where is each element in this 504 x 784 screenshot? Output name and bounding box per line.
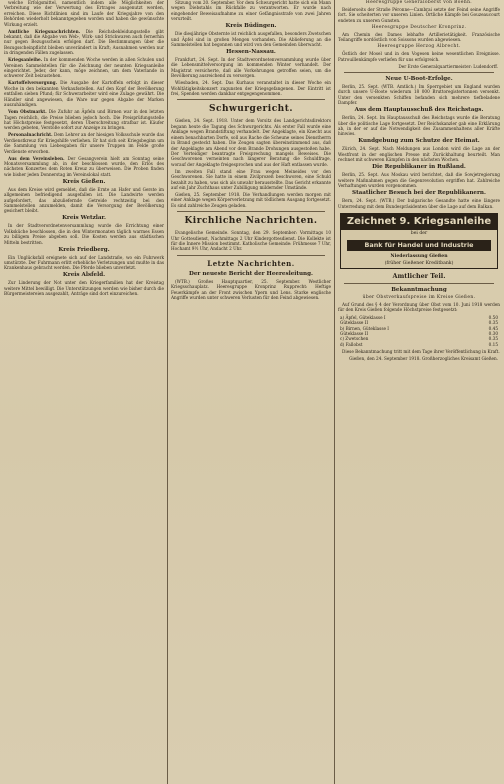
section-headline: Kirchliche Nachrichten. <box>184 216 318 227</box>
article-paragraph: Östlich der Mosel und in den Vogesen keine wesentlichen Ereignisse. Patrouillenkämpfe verliefen für uns erfolgreich. <box>338 51 500 62</box>
article-paragraph: (WTB.) Großes Hauptquartier, 25. September. Westlicher Kriegsschauplatz. Heeresgruppe Kronprinz Rupprecht: Heftige Feuerkämpfe an der Front zwischen Ypern und Lens. Starke englische Angriffe wurden unter schweren Verlusten für den Feind abgewiesen. <box>171 278 331 300</box>
paragraph-text: Der Gesangverein hielt am Sonntag seine Monatsversammlung ab, in der beschlossen wurde, den Erlös des nächsten Konzertes dem Roten Kreuz zu überweisen. Die Proben finden wie bisher jeden Donnerstag im Vereinslokal statt. <box>4 155 164 177</box>
section-heading: Kreis Büdingen. <box>225 23 277 30</box>
price-value: 0.50 <box>488 314 498 320</box>
article-paragraph: welche Erfolgsmittel, namentlich indem alle Möglichkeiten der Verbreitung wie der Verwertung des Ertrages ausgenutzt werden, erreichen. Diese Richtlinien sind im Laufe der Kriegsjahre von den Behörden wiederholt bekanntgegeben worden und haben die gewünschte Wirkung erzielt. <box>4 0 164 27</box>
article-paragraph: Beiderseits der Straße Péronne—Cambrai setzte der Feind seine Angriffe fort. Sie scheiterten vor unseren Linien. Örtliche Kämpfe bei Gouzeaucourt endeten zu unseren Gunsten. <box>338 7 500 23</box>
price-value: 0.15 <box>488 341 498 347</box>
ad-text: bei der <box>410 230 428 236</box>
paragraph-text: Die Reichsbekleidungsstelle gibt bekannt, daß die Abgabe von Web-, Wirk- und Strickwaren auch fernerhin nur gegen Bezugsschein erfolgen darf. Die Bestimmungen über die Bezugsscheinpflicht bleiben unverändert in Kraft; Ausnahmen werden nur in dringenden Fällen zugelassen. <box>4 28 164 56</box>
ad-note: (früher Gießener Kreditbank) <box>384 260 454 266</box>
article-paragraph: Ein Unglücksfall ereignete sich auf der Landstraße, wo ein Fuhrwerk umstürzte. Der Fuhrmann erlitt erhebliche Verletzungen und mußte in das Krankenhaus gebracht werden. Die Pferde blieben unverletzt. <box>4 254 164 271</box>
article-paragraph <box>4 132 164 154</box>
separator-rule <box>177 99 325 100</box>
ad-headline: Zeichnet 9. Kriegsanleihe <box>341 214 497 230</box>
war-bond-advertisement <box>340 213 498 269</box>
price-value: 0.35 <box>488 336 498 342</box>
paragraph-lead: Aus dem Vereinsleben. <box>8 155 65 161</box>
article-paragraph: Im zweiten Fall stand eine Frau wegen Meineides vor den Geschworenen. Sie hatte in einem Zivilprozeß beschworen, eine Schuld bezahlt zu haben, was sich als unwahr herausstellte. Das Gericht erkannte auf ein Jahr Zuchthaus unter Zubilligung mildernder Umstände. <box>171 168 331 190</box>
paragraph-lead: Kriegsanleihe. <box>8 57 43 63</box>
paragraph-text: Die Ausgabe der Kartoffeln erfolgt in dieser Woche in den bekannten Verkaufsstellen. Auf den Kopf der Bevölkerung entfallen sieben Pfund; für Schwerarbeiter wird eine Zulage gewährt. Die Händler sind angewiesen, die Ware nur gegen Abgabe der Marken auszuhändigen. <box>4 80 164 108</box>
notice-title: Bekanntmachung <box>391 286 447 293</box>
price-item: Güteklasse II <box>340 320 368 326</box>
article-paragraph: Berlin, 24. Sept. Im Hauptausschuß des Reichstags wurde die Beratung über die politische Lage fortgesetzt. Der Reichskanzler gab eine Erklärung ab, in der er auf die Notwendigkeit des Zusammenhaltens aller Kräfte hinwies. <box>338 115 500 137</box>
section-heading: Aus dem Hauptausschuß des Reichstags. <box>354 107 484 114</box>
paragraph-text: Die Zufuhr an Äpfeln und Birnen war in den letzten Tagen reichlich, die Preise blieben jedoch hoch. Die Preisprüfungsstelle hat Höchstpreise festgesetzt, deren Überschreitung strafbar ist. Käufer werden gebeten, Verstöße sofort zur Anzeige zu bringen. <box>4 109 164 131</box>
price-value: 0.45 <box>488 325 498 331</box>
section-heading: Neue U-Boot-Erfolge. <box>385 76 453 83</box>
article-paragraph <box>4 57 164 79</box>
article-paragraph: In der Stadtverordnetenversammlung wurde die Errichtung einer Volksküche beschlossen, die in den Wintermonaten täglich warmes Essen zu billigem Preise abgeben soll. Die Kosten werden aus städtischen Mitteln bestritten. <box>4 223 164 245</box>
article-paragraph <box>4 109 164 131</box>
price-value: 0.35 <box>488 320 498 326</box>
price-item: Güteklasse II <box>340 330 368 336</box>
column-rule <box>334 0 335 784</box>
section-heading: Kundgebung zum Schutze der Heimat. <box>358 138 480 145</box>
section-heading: Die Republikaner in Rußland. <box>372 164 466 171</box>
ad-branch: Niederlassung Gießen <box>390 253 448 259</box>
article-paragraph: Berlin, 25. Sept. (WTB. Amtlich.) Im Sperrgebiet um England wurden durch unsere U-Boote wiederum 18 000 Bruttoregistertonnen versenkt. Unter den versenkten Schiffen befanden sich mehrere tiefbeladene Dampfer. <box>338 84 500 106</box>
notice-text: Auf Grund des § 4 der Verordnung über Obst vom 10. Juni 1918 werden für den Kreis Gießen folgende Höchstpreise festgesetzt: <box>338 301 500 313</box>
paragraph-lead: Amtliche Kriegsnachrichten. <box>8 28 81 34</box>
article-paragraph: Wiesbaden, 24. Sept. Das Kurhaus veranstaltet in dieser Woche ein Wohltätigkeitskonzert zugunsten der Kriegsgefangenen. Der Eintritt ist frei, Spenden werden dankbar entgegengenommen. <box>171 80 331 97</box>
paragraph-lead: Personalnachricht. <box>8 132 53 138</box>
section-subheadline: Der neueste Bericht der Heeresleitung. <box>189 270 313 277</box>
signature-line: Der Erste Generalquartiermeister: Ludendorff. <box>398 63 498 69</box>
article-paragraph <box>4 156 164 178</box>
separator-rule <box>177 255 325 256</box>
article-paragraph: Die diesjährige Obsternte ist reichlich ausgefallen, besonders Zwetschen und Äpfel sind in großen Mengen vorhanden. Die Ablieferung an die Sammelstellen hat begonnen und wird von den Gemeinden überwacht. <box>171 31 331 48</box>
section-heading: Heeresgruppe Deutscher Kronprinz. <box>371 24 467 30</box>
notice-footer: Diese Bekanntmachung tritt mit dem Tage ihrer Veröffentlichung in Kraft. <box>342 349 500 355</box>
paragraph-text: In der kommenden Woche werden in allen Schulen und Vereinen Sammelstellen für die Zeichnung der neunten Kriegsanleihe eingerichtet. Jeder, der kann, möge zeichnen, um dem Vaterlande in schwerer Zeit beizustehen. <box>4 57 164 79</box>
section-heading: Kreis Gießen. <box>62 178 106 185</box>
price-item: d) Fallobst <box>340 341 363 347</box>
article-paragraph: Evangelische Gemeinde. Sonntag, den 29. September: Vormittags 10 Uhr Gottesdienst, Nachmittags 2 Uhr Kindergottesdienst. Die Kollekte ist für die Innere Mission bestimmt. Katholische Gemeinde: Frühmesse 7 Uhr, Hochamt 9½ Uhr, Andacht 2 Uhr. <box>171 230 331 252</box>
article-paragraph <box>4 29 164 56</box>
section-heading: Kreis Alsfeld. <box>62 272 106 279</box>
article-paragraph: Zur Linderung der Not unter den Kriegerfamilien hat der Kreistag weitere Mittel bewilligt. Die Unterstützungen werden wie bisher durch die Bürgermeistereien ausgezahlt, Anträge sind dort einzureichen. <box>4 280 164 297</box>
table-row <box>338 342 500 347</box>
section-heading: Hessen-Nassau. <box>226 49 276 56</box>
article-paragraph: Am Chemin des Dames lebhafte Artillerietätigkeit. Französische Teilangriffe nordöstlich von Soissons wurden abgewiesen. <box>338 31 500 43</box>
article-paragraph: Sitzung vom 20. September. Vor dem Schwurgericht hatte sich ein Mann wegen Diebstahls im Rückfalle zu verantworten. Er wurde nach eingehender Beweisaufnahme zu einer Gefängnisstrafe von zwei Jahren verurteilt. <box>171 0 331 22</box>
official-section-title: Amtlicher Teil. <box>392 271 446 280</box>
section-heading: Kreis Wetzlar. <box>62 215 106 222</box>
separator-rule <box>344 72 494 73</box>
section-headline: Schwurgericht. <box>208 104 294 115</box>
price-table <box>338 315 500 347</box>
article-paragraph: Gießen, 25. September 1918. Die Verhandlungen werden morgen mit einer Anklage wegen Körperverletzung mit tödlichem Ausgang fortgesetzt. Es sind zahlreiche Zeugen geladen. <box>171 191 331 208</box>
article-paragraph <box>4 80 164 107</box>
price-value: 0.30 <box>488 330 498 336</box>
ad-bank-name: Bank für Handel und Industrie <box>347 240 491 251</box>
signature-line: Gießen, den 24. September 1918. Großherzogliches Kreisamt Gießen. <box>349 356 498 362</box>
paragraph-text: Dem Lehrer an der hiesigen Volksschule wurde das Verdienstkreuz für Kriegshilfe verliehen. Er hat sich seit Kriegsbeginn um die Sammlung von Liebesgaben für unsere Truppen im Felde große Verdienste erworben. <box>4 132 164 154</box>
article-paragraph: Gießen, 24. Sept. 1918. Unter dem Vorsitz des Landgerichtsdirektors begann heute die Tagung des Schwurgerichts. Als erster Fall wurde eine Anklage wegen Brandstiftung verhandelt. Der Angeklagte, ein Knecht aus einem benachbarten Dorfe, soll aus Rache die Scheune seines Dienstherrn in Brand gesteckt haben. Die Zeugen sagten übereinstimmend aus, daß der Angeklagte am Abend vor dem Brande Drohungen ausgestoßen habe. Der Verteidiger beantragte Freisprechung mangels Beweises. Die Geschworenen verneinten nach längerer Beratung die Schuldfrage, worauf der Angeklagte freigesprochen und aus der Haft entlassen wurde. <box>171 118 331 167</box>
column-left <box>4 0 164 784</box>
column-right <box>338 0 500 784</box>
price-item: b) Birnen, Güteklasse I <box>340 325 389 331</box>
column-rule <box>167 0 168 784</box>
paragraph-lead: Vom Obstmarkt. <box>8 109 47 115</box>
section-heading: Heeresgruppe Generaloberst von Boehn. <box>365 0 473 5</box>
section-headline: Letzte Nachrichten. <box>207 258 295 268</box>
separator-rule <box>344 283 494 284</box>
paragraph-lead: Kartoffelversorgung. <box>8 80 58 86</box>
article-paragraph: Zürich, 24. Sept. Nach Meldungen aus London wird die Lage an der Westfront in der englischen Presse mit Zurückhaltung beurteilt. Man rechnet mit schweren Kämpfen in den nächsten Wochen. <box>338 146 500 163</box>
section-heading: Heeresgruppe Herzog Albrecht. <box>377 44 461 50</box>
separator-rule <box>177 211 325 212</box>
article-paragraph: Bern, 24. Sept. (WTB.) Der bulgarische Gesandte hatte eine längere Unterredung mit dem Bundespräsidenten über die Lage auf dem Balkan. <box>338 198 500 209</box>
price-item: c) Zwetschen <box>340 336 369 342</box>
article-paragraph: Berlin, 25. Sept. Aus Moskau wird berichtet, daß die Sowjetregierung weitere Maßnahmen gegen die Gegenrevolution ergriffen hat. Zahlreiche Verhaftungen wurden vorgenommen. <box>338 172 500 189</box>
section-heading: Kreis Friedberg. <box>58 246 110 253</box>
notice-subtitle: über Obstverkaufspreise im Kreise Gießen. <box>362 294 476 300</box>
article-paragraph: Frankfurt, 24. Sept. In der Stadtverordnetenversammlung wurde über die Lebensmittelversorgung im kommenden Winter verhandelt. Der Magistrat versicherte, daß alle Vorkehrungen getroffen seien, um die Bevölkerung ausreichend zu versorgen. <box>171 57 331 79</box>
column-middle <box>171 0 331 784</box>
price-item: a) Äpfel, Güteklasse I <box>340 314 386 320</box>
article-paragraph: Aus dem Kreise wird gemeldet, daß die Ernte an Hafer und Gerste im allgemeinen befriedigend ausgefallen ist. Die Landwirte werden aufgefordert, das abzuliefernde Getreide rechtzeitig bei den Sammelstellen anzumelden, damit die Versorgung der Bevölkerung gesichert bleibt. <box>4 186 164 214</box>
section-heading: Staatlicher Besuch bei der Republikanern. <box>352 190 486 197</box>
